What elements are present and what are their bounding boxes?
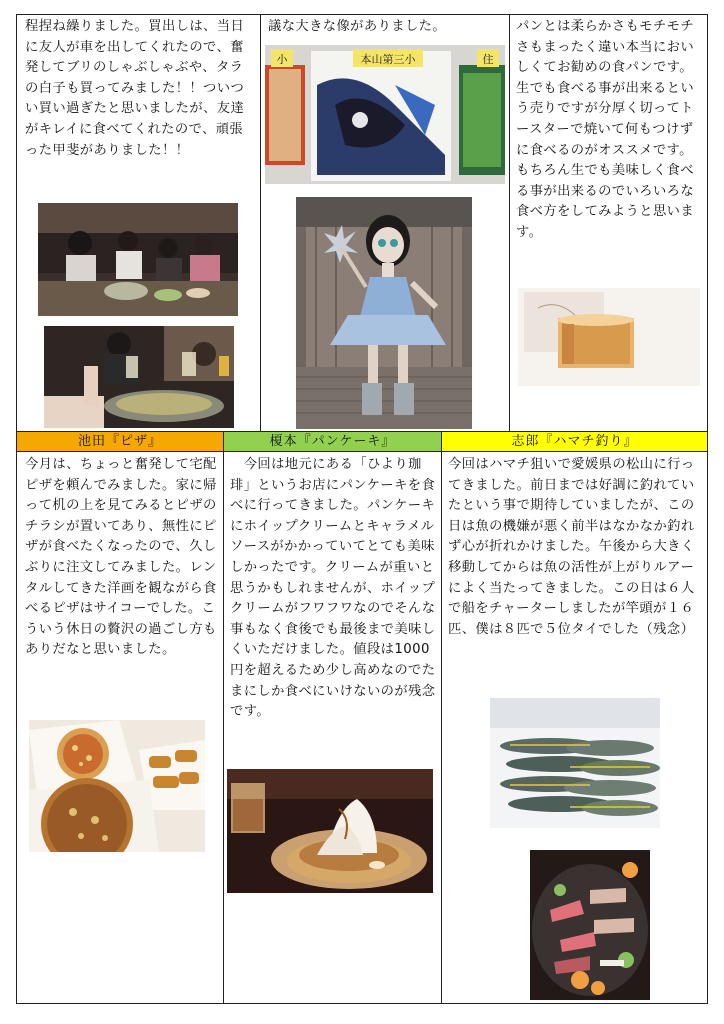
party-photo-1 [38, 203, 238, 316]
newsletter-page [16, 14, 708, 1004]
top-column-3 [510, 15, 707, 431]
article-text: パンとは柔らかさもモチモチさもまったく違い本当においしくてお勧めの食パンです。生でも食べる事が出来るという売りですが分厚く切ってトースターで焼いて何もつけずに食べるのがオススメです。もちろん生でも美味しく食べる事が出来るのでいろいろな食べ方をしてみようと思います。 [516, 19, 695, 240]
sign-right: 住 [482, 53, 494, 66]
pizza-photo [29, 720, 205, 852]
article-text: 程捏ね繰りました。買出しは、当日に友人が車を出してくれたので、奮発してブリのしゃぶしゃぶや、タラの白子も買ってみました！！ついつい買い過ぎたと思いましたが、友達がキレイに食べてくれたので、頑張った甲斐がありました！！ [25, 19, 245, 158]
bottom-column-1 [17, 452, 223, 1004]
top-column-2 [261, 15, 509, 431]
sashimi-photo [530, 850, 650, 1000]
bottom-column-2 [224, 452, 441, 1004]
article-text: 今回はハマチ狙いで愛媛県の松山に行ってきました。前日までは好調に釣れていたという事で期待していましたが、この日は魚の機嫌が悪く前半はなかなか釣れず心が折れかけました。午後から大きく移動してからは魚の活性が上がりルアーによく当たってきました。この日は６人で船をチャーターしましたが竿頭が１６匹、僕は８匹で５位タイでした（残念） [448, 457, 695, 637]
fish-cooler-photo [490, 698, 660, 828]
header-enomoto: 榎本『パンケーキ』 [224, 432, 441, 451]
school-art-photo [265, 45, 505, 184]
article-text: 議な大きな像がありました。 [268, 19, 447, 34]
statue-photo [296, 197, 472, 429]
header-shiro: 志郎『ハマチ釣り』 [442, 432, 707, 451]
bread-photo [518, 288, 700, 386]
pancake-photo [227, 769, 433, 893]
sign-text: 本山第三小 [360, 53, 416, 66]
header-ikeda: 池田『ピザ』 [17, 432, 223, 451]
article-text: 今回は地元にある「ひより珈琲」というお店にパンケーキを食べに行ってきました。パンケーキにホイップクリームとキャラメルソースがかかっていてとても美味しかったです。クリームが重いと思うかもしれませんが、ホイップクリームがフワフワなのでそんな事もなく食後でも最後まで美味しくいただけました。値段は1000円を超えるため少し高めなのでたまにしか食べにいけないのが残念です。 [230, 457, 436, 720]
article-text: 今月は、ちょっと奮発して宅配ピザを頼んでみました。家に帰って机の上を見てみるとピザのチラシが置いてあり、無性にピザが食べたくなったので、久しぶりに注文してみました。レンタルしてきた洋画を観ながら食べるピザはサイコーでした。こういう休日の贅沢の過ごし方もありだなと思いました。 [25, 457, 217, 658]
top-column-1 [17, 15, 260, 431]
bottom-column-3 [442, 452, 707, 1004]
party-photo-2 [44, 326, 234, 428]
sign-left: 小 [276, 53, 288, 66]
